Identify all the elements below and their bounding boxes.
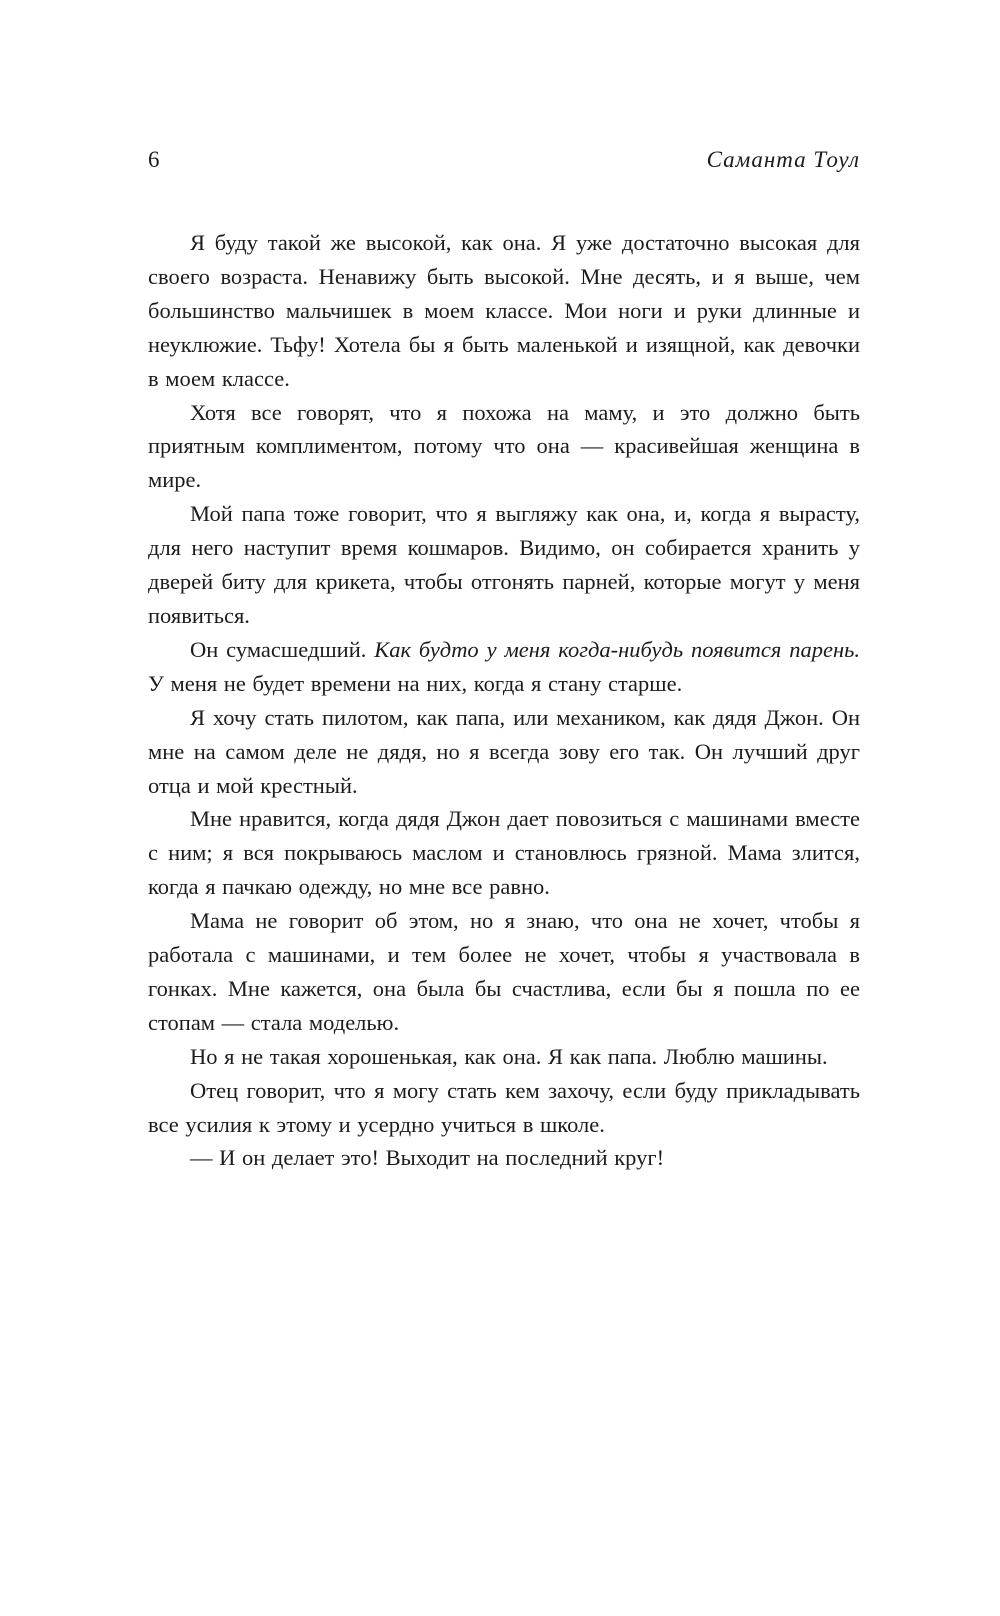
- paragraph: [148, 226, 860, 396]
- paragraph-run: У меня не будет времени на них, когда я стану старше.: [148, 670, 683, 696]
- paragraph: [148, 1074, 860, 1142]
- paragraph-run: Хотя все говорят, что я похожа на маму, и это должно быть приятным комплиментом, потому что она — красивейшая женщина в мире.: [148, 399, 860, 493]
- page-header: [148, 146, 860, 174]
- paragraph-run-italic: Как будто у меня когда-нибудь появится парень.: [374, 636, 860, 662]
- paragraph-run: Но я не такая хорошенькая, как она. Я как папа. Люблю машины.: [190, 1043, 828, 1069]
- paragraph-run: Я хочу стать пилотом, как папа, или механиком, как дядя Джон. Он мне на самом деле не дядя, но я всегда зову его так. Он лучший друг отца и мой крестный.: [148, 704, 860, 798]
- paragraph: [148, 802, 860, 904]
- body-text: [148, 226, 860, 1175]
- paragraph: [148, 497, 860, 633]
- paragraph-run: Мама не говорит об этом, но я знаю, что она не хочет, чтобы я работала с машинами, и тем более не хочет, чтобы я участвовала в гонках. Мне кажется, она была бы счастлива, если бы я пошла по ее стопам — стала моделью.: [148, 908, 860, 1035]
- paragraph: [148, 1141, 860, 1175]
- paragraph: [148, 396, 860, 498]
- paragraph: [148, 633, 860, 701]
- paragraph-run: Я буду такой же высокой, как она. Я уже достаточно высокая для своего возраста. Ненавижу быть высокой. Мне десять, и я выше, чем большинство мальчишек в моем классе. Мои ноги и руки длинные и неуклюжие. Тьфу! Хотела бы я быть маленькой и изящной, как девочки в моем классе.: [148, 230, 860, 391]
- paragraph-run: Отец говорит, что я могу стать кем захочу, если буду прикладывать все усилия к этому и усердно учиться в школе.: [148, 1077, 860, 1137]
- paragraph-run: Он сумасшедший.: [190, 636, 375, 662]
- running-head-author: Саманта Тоул: [706, 147, 860, 172]
- paragraph: [148, 1040, 860, 1074]
- paragraph-run: Мне нравится, когда дядя Джон дает повозиться с машинами вместе с ним; я вся покрываюсь маслом и становлюсь грязной. Мама злится, когда я пачкаю одежду, но мне все равно.: [148, 806, 860, 900]
- paragraph-run: — И он делает это! Выходит на последний круг!: [190, 1145, 665, 1171]
- paragraph: [148, 904, 860, 1040]
- paragraph-run: Мой папа тоже говорит, что я выгляжу как она, и, когда я вырасту, для него наступит время кошмаров. Видимо, он собирается хранить у дверей биту для крикета, чтобы отгонять парней, которые могут у меня появиться.: [148, 501, 860, 628]
- page-number: 6: [148, 147, 160, 172]
- paragraph: [148, 701, 860, 803]
